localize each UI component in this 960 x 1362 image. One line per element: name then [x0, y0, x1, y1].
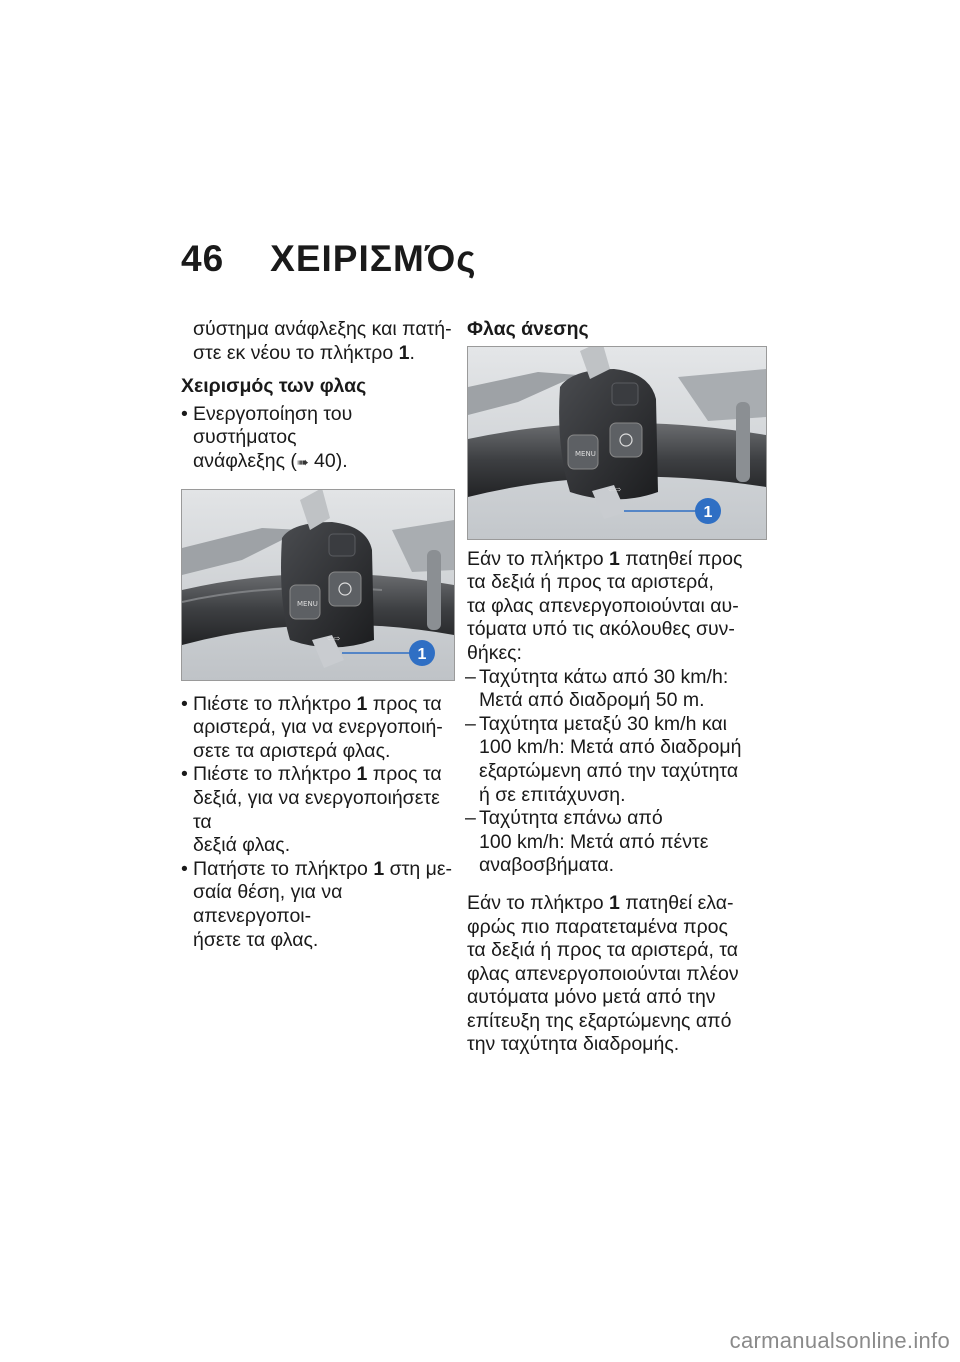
switch-figure-right [467, 346, 767, 540]
section-heading-turn-signals: Χειρισμός των φλας [181, 375, 367, 398]
svg-text:⇦⇨: ⇦⇨ [608, 484, 622, 494]
page-header [181, 238, 477, 280]
figure-callout-1: 1 [417, 645, 427, 663]
page-ref-arrow-icon: ➠ [296, 453, 309, 470]
svg-text:MENU: MENU [297, 599, 318, 608]
figure-callout-1: 1 [703, 503, 713, 521]
bullet-ignition: • Ενεργοποίηση του συστήματος ανάφλεξης (➠ 40). [181, 403, 456, 475]
dash-item-above-100: – Ταχύτητα επάνω από 100 km/h: Μετά από πέντε αναβοσβήματα. [467, 807, 767, 878]
bullet-left-signal: • Πιέστε το πλήκτρο 1 προς τα αριστερά, για να ενεργοποιή- σετε τα αριστερά φλας. [181, 693, 456, 764]
dash-item-below-30: – Ταχύτητα κάτω από 30 km/h: Μετά από διαδρομή 50 m. [467, 666, 767, 713]
watermark: carmanualsonline.info [729, 1328, 950, 1353]
bullet-right-signal: • Πιέστε το πλήκτρο 1 προς τα δεξιά, για να ενεργοποιήσετε τα δεξιά φλας. [181, 763, 456, 857]
intro-paragraph: σύστημα ανάφλεξης και πατή- στε εκ νέου το πλήκτρο 1. [193, 318, 452, 364]
comfort-paragraph-1: Εάν το πλήκτρο 1 πατηθεί προς τα δεξιά ή προς τα αριστερά, τα φλας απενεργοποιούνται αυ- τόματα υπό τις ακόλουθες συν- θήκες: – Ταχύτητα κάτω από 30 km/h: Μετά από διαδρομή 50 m. – Ταχύτητα μεταξύ 30 km/h και 100 km/h: Μετά από διαδρομή εξαρτώμενη από την ταχύτητα ή σε επιτάχυνση. – Ταχύτητα επάνω από 100 km/h: Μετά από πέντε αναβοσβήματα. [467, 548, 767, 878]
page-number: 46 [181, 238, 225, 279]
bullet-cancel-signal: • Πατήστε το πλήκτρο 1 στη με- σαία θέση, για να απενεργοποι- ήσετε τα φλας. [181, 858, 456, 952]
section-heading-comfort-signals: Φλας άνεσης [467, 318, 589, 340]
handlebar-switch-illustration [182, 490, 454, 680]
comfort-paragraph-2: Εάν το πλήκτρο 1 πατηθεί ελα- φρώς πιο παρατεταμένα προς τα δεξιά ή προς τα αριστερά, τα φλας απενεργοποιούνται πλέον αυτόματα μόνο μετά από την επίτευξη της εξαρτώμενης από την ταχύτητα διαδρομής. [467, 891, 739, 1056]
right-column [467, 318, 767, 1067]
left-column [181, 318, 456, 952]
svg-text:MENU: MENU [575, 449, 596, 458]
svg-text:⇦⇨: ⇦⇨ [327, 633, 341, 643]
handlebar-switch-illustration [468, 347, 766, 539]
chapter-title: ΧΕΙΡΙΣΜΌς [270, 238, 477, 279]
dash-item-30-100: – Ταχύτητα μεταξύ 30 km/h και 100 km/h: Μετά από διαδρομή εξαρτώμενη από την ταχύτητα ή σε επιτάχυνση. [467, 713, 767, 807]
switch-figure-left [181, 489, 455, 681]
